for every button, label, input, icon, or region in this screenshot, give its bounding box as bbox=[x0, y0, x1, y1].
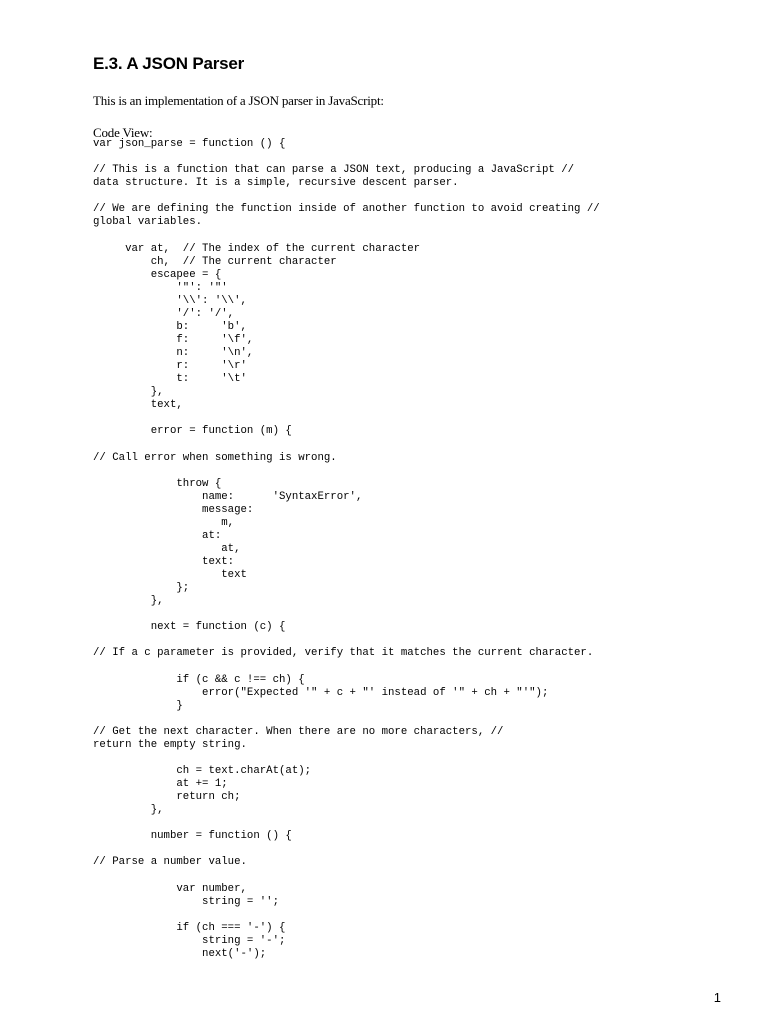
code-view-label: Code View: bbox=[93, 125, 153, 140]
code-listing: var json_parse = function () { // This is a function that can parse a JSON text, producing a JavaScript // data structure. It is a simple, recursive descent parser. // We are defining the function inside of another function to avoid creating // global variables. var at, // The index of the current character ch, // The current character escapee = { '"': '"' '\\': '\\', '/': '/', b: 'b', f: '\f', n: '\n', r: '\r' t: '\t' }, text, error = function (m) { // Call error when something is wrong. throw { name: 'SyntaxError', message: m, at: at, text: text }; }, next = function (c) { // If a c parameter is provided, verify that it matches the current character. if (c && c !== ch) { error("Expected '" + c + "' instead of '" + ch + "'"); } // Get the next character. When there are no more characters, // return the empty string. ch = text.charAt(at); at += 1; return ch; }, number = function () { // Parse a number value. var number, string = ''; if (ch === '-') { string = '-'; next('-'); bbox=[93, 138, 600, 960]
section-title: E.3. A JSON Parser bbox=[93, 54, 245, 73]
page-number: 1 bbox=[713, 990, 721, 1005]
intro-text: This is an implementation of a JSON parser in JavaScript: bbox=[93, 93, 384, 108]
